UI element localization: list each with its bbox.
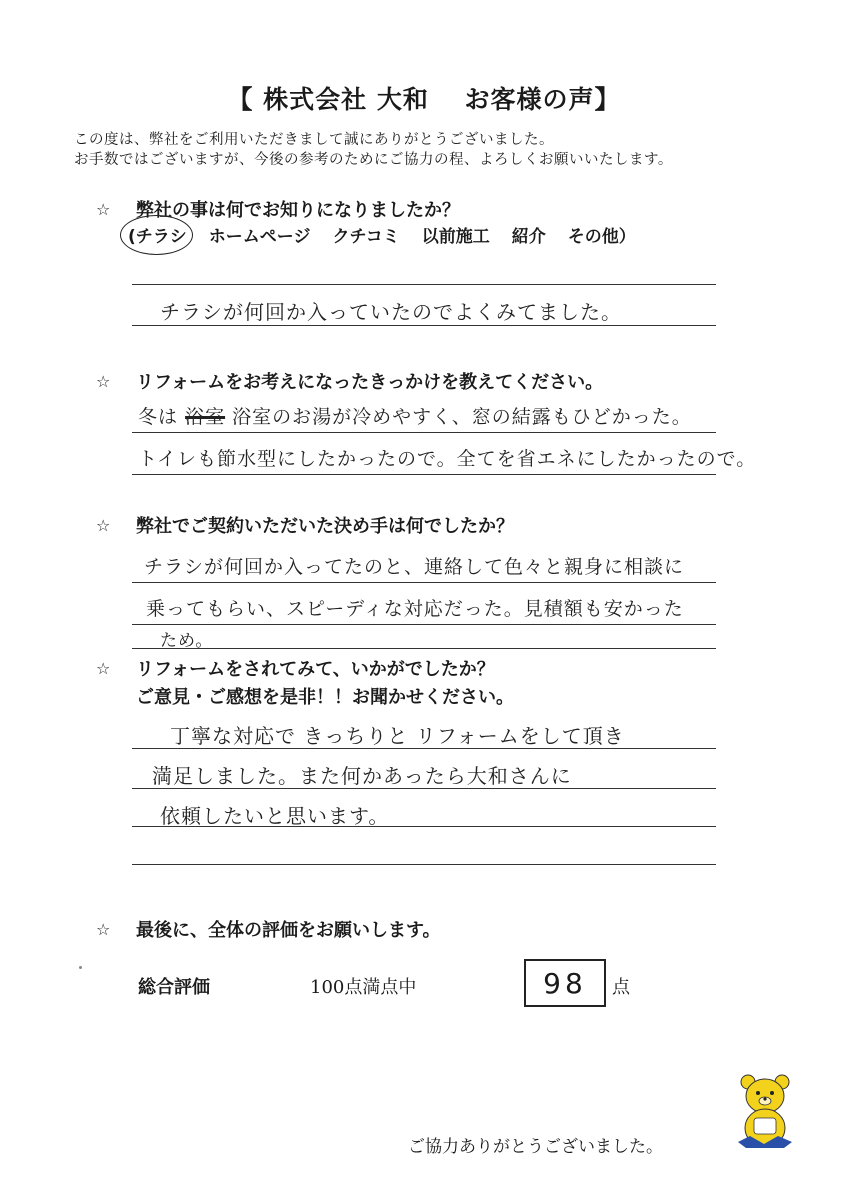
answer-line (132, 432, 716, 433)
answer-line (132, 474, 716, 475)
option-previous-work[interactable]: 以前施工 (421, 227, 490, 247)
answer-line (132, 748, 716, 749)
score-unit: 点 (612, 977, 630, 998)
answer-line (132, 325, 716, 326)
option-other[interactable]: その他） (567, 227, 636, 247)
question-3 (96, 512, 514, 538)
option-referral[interactable]: 紹介 (511, 227, 546, 247)
question-5 (96, 916, 441, 942)
answer-4-line-1: 丁寧な対応で きっちりと リフォームをして頂き (170, 724, 625, 748)
answer-line (132, 648, 716, 649)
scan-speck (79, 966, 82, 969)
answer-2-line-2: トイレも節水型にしたかったので。全てを省エネにしたかったので。 (138, 448, 757, 470)
answer-line (132, 864, 716, 865)
question-2-text: リフォームをお考えになったきっかけを教えてください。 (136, 372, 604, 393)
score-input[interactable]: 98 (524, 959, 606, 1007)
answer-line (132, 624, 716, 625)
star-icon: ☆ (96, 515, 111, 535)
question-5-text: 最後に、全体の評価をお願いします。 (136, 920, 441, 941)
option-flyer[interactable]: (チラシ (128, 222, 187, 247)
answer-3-line-3: ため。 (160, 631, 214, 651)
source-options (128, 222, 636, 247)
star-icon: ☆ (96, 919, 111, 939)
overall-score-row (138, 965, 630, 1007)
answer-2-struck-word: 浴室 (185, 406, 226, 428)
option-word-of-mouth[interactable]: クチコミ (332, 227, 400, 247)
answer-line (132, 284, 716, 285)
bear-mascot-icon (734, 1072, 796, 1152)
star-icon: ☆ (96, 371, 111, 391)
answer-2-line-1 (138, 402, 692, 429)
page-title: 【 株式会社 大和 お客様の声】 (227, 85, 621, 114)
question-4-subtext: ご意見・ご感想を是非！！お聞かせください。 (136, 687, 514, 708)
score-scale: 100点満点中 (310, 977, 417, 998)
answer-4-line-3: 依頼したいと思います。 (160, 804, 390, 828)
answer-3-line-1: チラシが何回か入ってたのと、連絡して色々と親身に相談に (144, 556, 685, 578)
answer-line (132, 582, 716, 583)
question-2 (96, 368, 603, 394)
answer-4-line-2: 満足しました。また何かあったら大和さんに (152, 764, 572, 788)
answer-2-prefix: 冬は (138, 406, 179, 428)
question-4 (96, 655, 495, 681)
thanks-text: ご協力ありがとうございました。 (408, 1137, 663, 1157)
option-homepage[interactable]: ホームページ (208, 227, 311, 247)
question-1-text: 弊社の事は何でお知りになりましたか？ (136, 200, 460, 221)
question-4-text: リフォームをされてみて、いかがでしたか？ (136, 659, 495, 680)
answer-3-line-2: 乗ってもらい、スピーディな対応だった。見積額も安かった (146, 598, 684, 620)
intro-line-2: お手数ではございますが、今後の参考のためにご協力の程、よろしくお願いいたします。 (74, 152, 673, 168)
star-icon: ☆ (96, 199, 111, 219)
question-3-text: 弊社でご契約いただいた決め手は何でしたか？ (136, 516, 514, 537)
answer-line (132, 788, 716, 789)
star-icon: ☆ (96, 658, 111, 678)
intro-line-1: この度は、弊社をご利用いただきまして誠にありがとうございました。 (74, 132, 554, 148)
answer-2-line-1-text: 浴室のお湯が冷めやすく、窓の結露もひどかった。 (232, 406, 692, 428)
answer-line (132, 826, 716, 827)
answer-1-text: チラシが何回か入っていたのでよくみてました。 (160, 300, 622, 324)
score-label: 総合評価 (138, 977, 210, 998)
